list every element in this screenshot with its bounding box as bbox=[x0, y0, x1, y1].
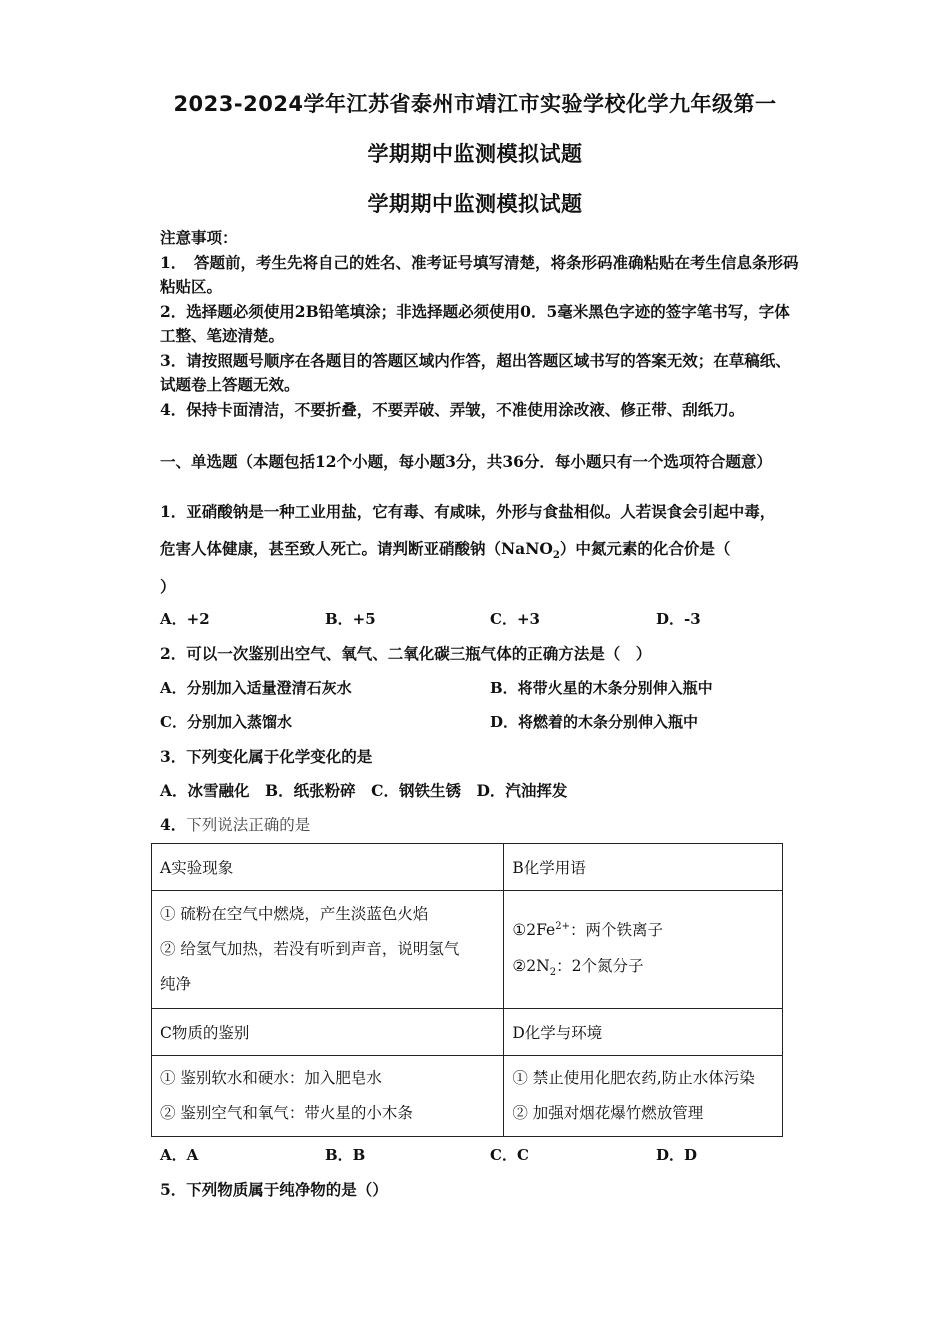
q4-option-d[interactable]: D．D bbox=[656, 1146, 698, 1164]
q3-stem: 3．下列变化属于化学变化的是 bbox=[160, 747, 373, 766]
q1-stem-line3: ） bbox=[160, 577, 176, 596]
notes-item: 3．请按照题号顺序在各题目的答题区域内作答，超出答题区域书写的答案无效；在草稿纸、试题卷上答题无效。 bbox=[160, 350, 791, 394]
n2-meaning: ：2个氮分子 bbox=[556, 956, 644, 975]
cell-c-header: C物质的鉴别 bbox=[152, 1009, 504, 1056]
cell-d-content bbox=[504, 1056, 783, 1137]
q4-stem-text: 下列说法正确的是 bbox=[186, 816, 311, 834]
cell-a-line: ① 硫粉在空气中燃烧，产生淡蓝色火焰 bbox=[160, 905, 429, 923]
cell-b-line bbox=[512, 909, 774, 948]
cell-c-line: ② 鉴别空气和氧气：带火星的小木条 bbox=[160, 1104, 413, 1122]
cell-d-line: ② 加强对烟花爆竹燃放管理 bbox=[512, 1104, 704, 1122]
q1-option-d[interactable]: D．-3 bbox=[656, 610, 701, 628]
q2-option-b[interactable]: B．将带火星的木条分别伸入瓶中 bbox=[490, 679, 713, 697]
cell-d-header: D化学与环境 bbox=[504, 1009, 783, 1056]
q1-option-c[interactable]: C．+3 bbox=[490, 610, 540, 628]
q2-option-a[interactable]: A．分别加入适量澄清石灰水 bbox=[160, 679, 352, 697]
cell-c-line: ① 鉴别软水和硬水：加入肥皂水 bbox=[160, 1069, 382, 1087]
q4-option-b[interactable]: B．B bbox=[325, 1146, 366, 1164]
fe-meaning: ：两个铁离子 bbox=[569, 921, 663, 940]
cell-b-content bbox=[504, 891, 783, 1009]
q5-stem: 5．下列物质属于纯净物的是（） bbox=[160, 1180, 388, 1199]
q1-stem-line1: 1．亚硝酸钠是一种工业用盐，它有毒、有咸味，外形与食盐相似。人若误食会引起中毒， bbox=[160, 502, 776, 521]
q4-table bbox=[151, 843, 783, 1137]
q1-subscript: 2 bbox=[552, 550, 560, 562]
q2-option-c[interactable]: C．分别加入蒸馏水 bbox=[160, 713, 292, 731]
notes-item: 1． 答题前，考生先将自己的姓名、准考证号填写清楚，将条形码准确粘贴在考生信息条形码粘贴区。 bbox=[160, 252, 799, 296]
n2-subscript: 2 bbox=[549, 966, 557, 978]
q4-option-c[interactable]: C．C bbox=[490, 1146, 529, 1164]
q3-options[interactable]: A．冰雪融化 B．纸张粉碎 C．钢铁生锈 D．汽油挥发 bbox=[160, 781, 568, 800]
q1-stem-text-end: ）中氮元素的化合价是（ bbox=[559, 539, 731, 558]
q1-stem-text: 危害人体健康，甚至致人死亡。请判断亚硝酸钠（NaNO bbox=[160, 539, 553, 558]
cell-a-line: 纯净 bbox=[160, 975, 192, 993]
fe-formula: ①2Fe bbox=[512, 921, 556, 940]
cell-d-line: ① 禁止使用化肥农药,防止水体污染 bbox=[512, 1069, 755, 1087]
title-line-2: 学期期中监测模拟试题 bbox=[367, 142, 583, 166]
q1-option-a[interactable]: A．+2 bbox=[160, 610, 210, 628]
cell-a-header: A实验现象 bbox=[152, 844, 504, 891]
q1-stem-line2 bbox=[160, 537, 730, 561]
cell-c-content bbox=[152, 1056, 504, 1137]
section-heading: 一、单选题（本题包括12个小题，每小题3分，共36分．每小题只有一个选项符合题意） bbox=[160, 452, 772, 471]
q2-stem: 2．可以一次鉴别出空气、氧气、二氧化碳三瓶气体的正确方法是（ ） bbox=[160, 644, 652, 663]
cell-a-content bbox=[152, 891, 504, 1009]
q2-option-d[interactable]: D．将燃着的木条分别伸入瓶中 bbox=[490, 713, 699, 731]
notes-item: 4．保持卡面清洁，不要折叠，不要弄破、弄皱，不准使用涂改液、修正带、刮纸刀。 bbox=[160, 399, 745, 419]
title-line-1: 2023-2024学年江苏省泰州市靖江市实验学校化学九年级第一 bbox=[173, 92, 777, 116]
cell-b-header: B化学用语 bbox=[504, 844, 783, 891]
q1-option-b[interactable]: B．+5 bbox=[325, 610, 376, 628]
notes-item: 2．选择题必须使用2B铅笔填涂；非选择题必须使用0．5毫米黑色字迹的签字笔书写，字体工整、笔迹清楚。 bbox=[160, 301, 790, 345]
notes-heading: 注意事项： bbox=[160, 228, 238, 247]
title-line-3: 学期期中监测模拟试题 bbox=[367, 192, 583, 216]
n2-formula: ②2N bbox=[512, 956, 550, 975]
q4-stem bbox=[160, 813, 310, 835]
cell-a-line: ② 给氢气加热，若没有听到声音，说明氢气 bbox=[160, 940, 460, 958]
cell-b-line bbox=[512, 949, 774, 990]
q4-number: 4． bbox=[160, 815, 187, 834]
q4-option-a[interactable]: A．A bbox=[160, 1146, 199, 1164]
notes-block bbox=[160, 226, 800, 422]
fe-charge: 2+ bbox=[555, 921, 570, 933]
